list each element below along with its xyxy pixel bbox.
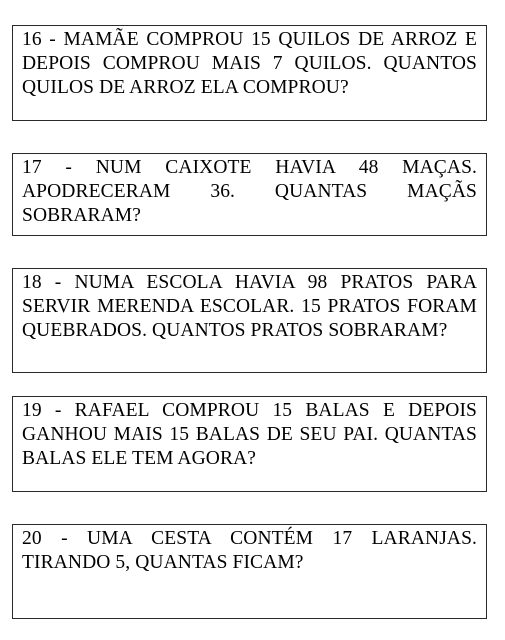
problem-box-20 [12,524,487,619]
problem-box-17 [12,153,487,236]
problem-text-20: 20 - UMA CESTA CONTÉM 17 LARANJAS. TIRANDO 5, QUANTAS FICAM? [22,528,477,573]
problem-text-18: 18 - NUMA ESCOLA HAVIA 98 PRATOS PARA SERVIR MERENDA ESCOLAR. 15 PRATOS FORAM QUEBRADOS. QUANTOS PRATOS SOBRARAM? [22,272,477,341]
problem-text-16: 16 - MAMÃE COMPROU 15 QUILOS DE ARROZ E DEPOIS COMPROU MAIS 7 QUILOS. QUANTOS QUILOS DE ARROZ ELA COMPROU? [22,29,477,98]
problem-box-18 [12,268,487,373]
problem-box-19 [12,396,487,492]
problem-box-16 [12,25,487,121]
problem-text-19: 19 - RAFAEL COMPROU 15 BALAS E DEPOIS GANHOU MAIS 15 BALAS DE SEU PAI. QUANTAS BALAS ELE TEM AGORA? [22,400,477,469]
problem-text-17: 17 - NUM CAIXOTE HAVIA 48 MAÇAS. APODRECERAM 36. QUANTAS MAÇÃS SOBRARAM? [22,157,477,226]
